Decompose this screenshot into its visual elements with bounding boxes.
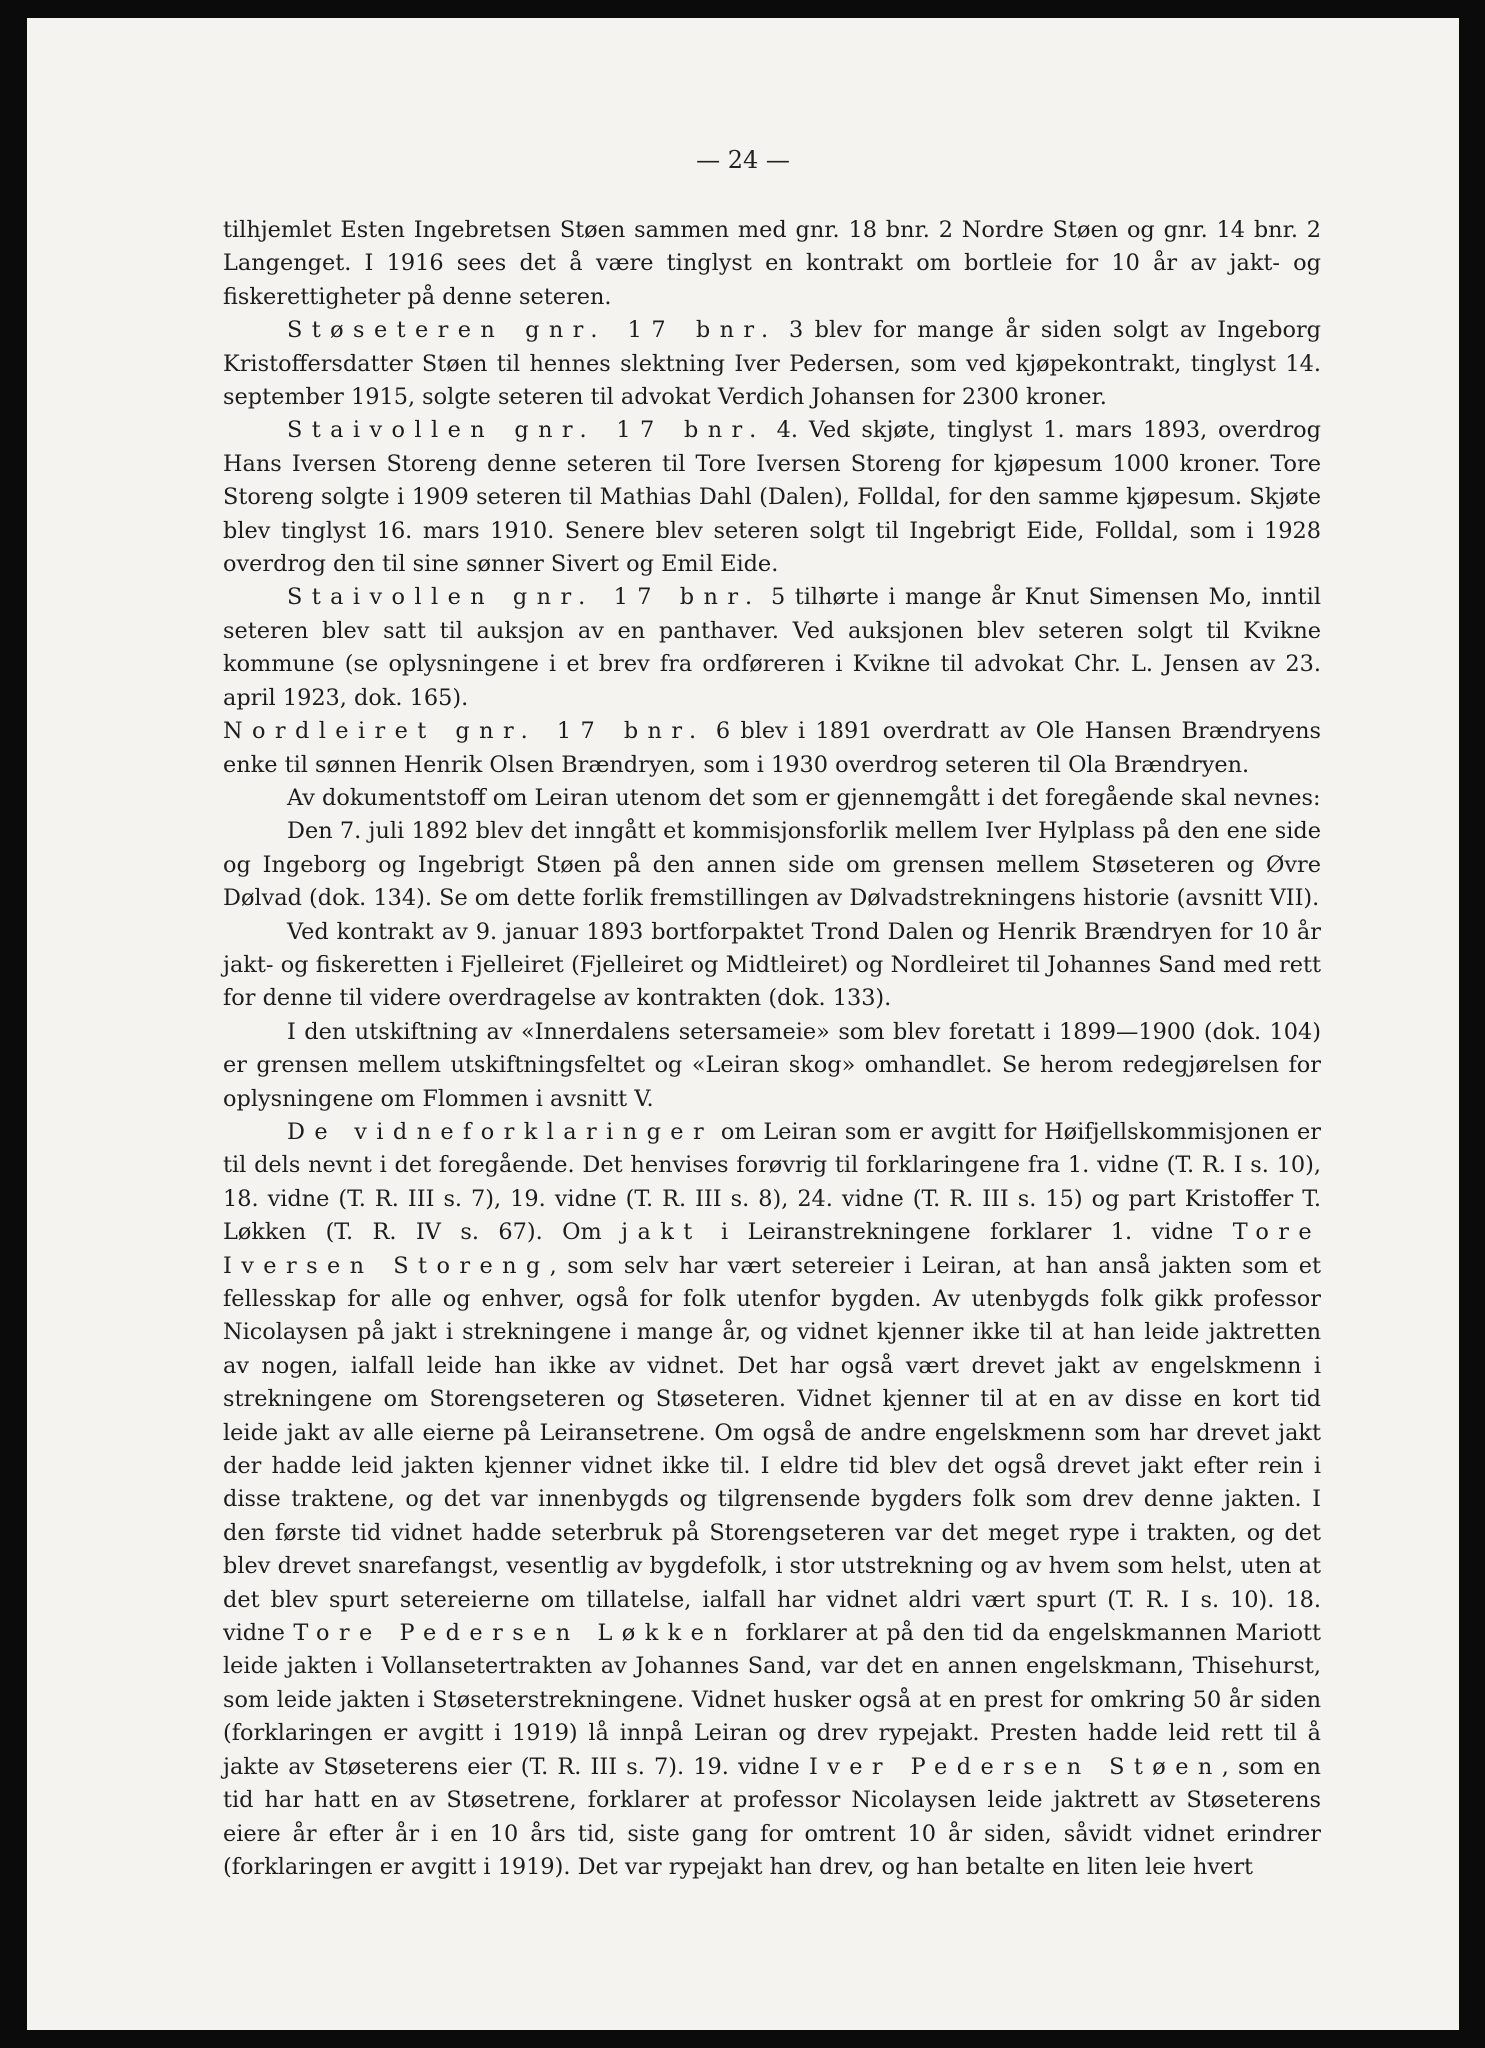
spaced-name: Iver Pedersen Støen — [808, 1753, 1222, 1780]
paragraph-3: Staivollen gnr. 17 bnr. 4. Ved skjøte, tinglyst 1. mars 1893, overdrog Hans Iversen Storeng denne seteren til Tore Iversen Storeng for kjøpesum 1000 kroner. Tore Storeng solgte i 1909 seteren til Mathias Dahl (Dalen), Folldal, for den samme kjøpesum. Skjøte blev tinglyst 16. mars 1910. Senere blev seteren solgt til Ingebrigt Eide, Folldal, som i 1928 overdrog den til sine sønner Sivert og Emil Eide. — [223, 417, 1321, 578]
paragraph-1: tilhjemlet Esten Ingebretsen Støen sammen med gnr. 18 bnr. 2 Nordre Støen og gnr. 14 bnr. 2 Langenget. I 1916 sees det å være tinglyst en kontrakt om bortleie for 10 år av jakt- og fiskerettigheter på denne seteren. — [223, 217, 1321, 310]
paragraph-6: Av dokumentstoff om Leiran utenom det som er gjennemgått i det foregående skal nevnes: — [287, 784, 1321, 811]
paragraph-2: Støseteren gnr. 17 bnr. 3 blev for mange år siden solgt av Ingeborg Kristoffersdatter Støen til hennes slektning Iver Pedersen, som ved kjøpekontrakt, tinglyst 14. september 1915, solgte seteren til advokat Verdich Johansen for 2300 kroner. — [223, 317, 1321, 411]
spaced-name: Tore Pedersen Løkken — [293, 1620, 738, 1647]
spaced-heading: De vidneforklaringer — [287, 1118, 714, 1145]
spaced-heading: Staivollen gnr. 17 bnr. — [287, 584, 762, 611]
spaced-heading: Nordleiret gnr. 17 bnr. — [223, 718, 706, 745]
spaced-word: jakt — [621, 1219, 702, 1246]
paragraph-4: Staivollen gnr. 17 bnr. 5 tilhørte i mange år Knut Simensen Mo, inntil seteren blev satt til auksjon av en panthaver. Ved auksjonen blev seteren solgt til Kvikne kommune (se oplysningene i et brev fra ordføreren i Kvikne til advokat Chr. L. Jensen av 23. april 1923, dok. 165). — [223, 584, 1321, 711]
spaced-heading: Støseteren gnr. 17 bnr. — [287, 317, 778, 344]
spaced-name: Tore Iversen Storeng — [223, 1219, 1321, 1279]
paragraph-10: De vidneforklaringer om Leiran som er avgitt for Høifjellskommisjonen er til dels nevnt i det foregående. Det henvises forøvrig til forklaringene fra 1. vidne (T. R. I s. 10), 18. vidne (T. R. III s. 7), 19. vidne (T. R. III s. 8), 24. vidne (T. R. III s. 15) og part Kristoffer T. Løkken (T. R. IV s. 67). Om jakt i Leiranstrekningene forklarer 1. vidne Tore Iversen Storeng, som selv har vært setereier i Leiran, at han anså jakten som et fellesskap for alle og enhver, også for folk utenfor bygden. Av utenbygds folk gikk professor Nicolaysen på jakt i strekningene i mange år, og vidnet kjenner ikke til at han leide jaktretten av nogen, ialfall leide han ikke av vidnet. Det har også vært drevet jakt av engelskmenn i strekningene om Storengseteren og Støseteren. Vidnet kjenner til at en av disse en kort tid leide jakt av alle eierne på Leiransetrene. Om også de andre engelskmenn som har drevet jakt der hadde leid jakten kjenner vidnet ikke til. I eldre tid blev det også drevet jakt efter rein i disse traktene, og det var innenbygds og tilgrensende bygders folk som drev denne jakten. I den første tid vidnet hadde seterbruk på Storengseteren var det meget rype i trakten, og det blev drevet snarefangst, vesentlig av bygdefolk, i stor utstrekning og av hvem som helst, uten at det blev spurt setereierne om tillatelse, ialfall har vidnet aldri vært spurt (T. R. I s. 10). 18. vidne Tore Pedersen Løkken forklarer at på den tid da engelskmannen Mariott leide jakten i Vollansetertrakten av Johannes Sand, var det en annen engelskmann, Thisehurst, som leide jakten i Støseterstrekningene. Vidnet husker også at en prest for omkring 50 år siden (forklaringen er avgitt i 1919) lå innpå Leiran og drev rypejakt. Presten hadde leid rett til å jakte av Støseterens eier (T. R. III s. 7). 19. vidne Iver Pedersen Støen, som en tid har hatt en av Støsetrene, forklarer at professor Nicolaysen leide jaktrett av Støseterens eiere år efter år i en 10 års tid, siste gang for omtrent 10 år siden, såvidt vidnet erindrer (forklaringen er avgitt i 1919). Det var rypejakt han drev, og han betalte en liten leie hvert — [223, 1118, 1321, 1880]
paragraph-9: I den utskiftning av «Innerdalens setersameie» som blev foretatt i 1899—1900 (dok. 104) er grensen mellem utskiftningsfeltet og «Leiran skog» omhandlet. Se herom redegjørelsen for oplysningene om Flommen i avsnitt V. — [223, 1018, 1321, 1112]
paragraph-7: Den 7. juli 1892 blev det inngått et kommisjonsforlik mellem Iver Hylplass på den ene side og Ingeborg og Ingebrigt Støen på den annen side om grensen mellem Støseteren og Øvre Dølvad (dok. 134). Se om dette forlik fremstillingen av Dølvadstrekningens historie (avsnitt VII). — [223, 818, 1321, 912]
document-page — [27, 18, 1459, 2030]
paragraph-8: Ved kontrakt av 9. januar 1893 bortforpaktet Trond Dalen og Henrik Brændryen for 10 år jakt- og fiskeretten i Fjelleiret (Fjelleiret og Midtleiret) og Nordleiret til Johannes Sand med rett for denne til videre overdragelse av kontrakten (dok. 133). — [223, 918, 1321, 1012]
body-text — [223, 214, 1321, 1884]
paragraph-5: Nordleiret gnr. 17 bnr. 6 blev i 1891 overdratt av Ole Hansen Brændryens enke til sønnen Henrik Olsen Brændryen, som i 1930 overdrog seteren til Ola Brændryen. — [223, 718, 1322, 778]
spaced-heading: Staivollen gnr. 17 bnr. — [287, 417, 766, 444]
page-number: — 24 — — [696, 146, 790, 174]
